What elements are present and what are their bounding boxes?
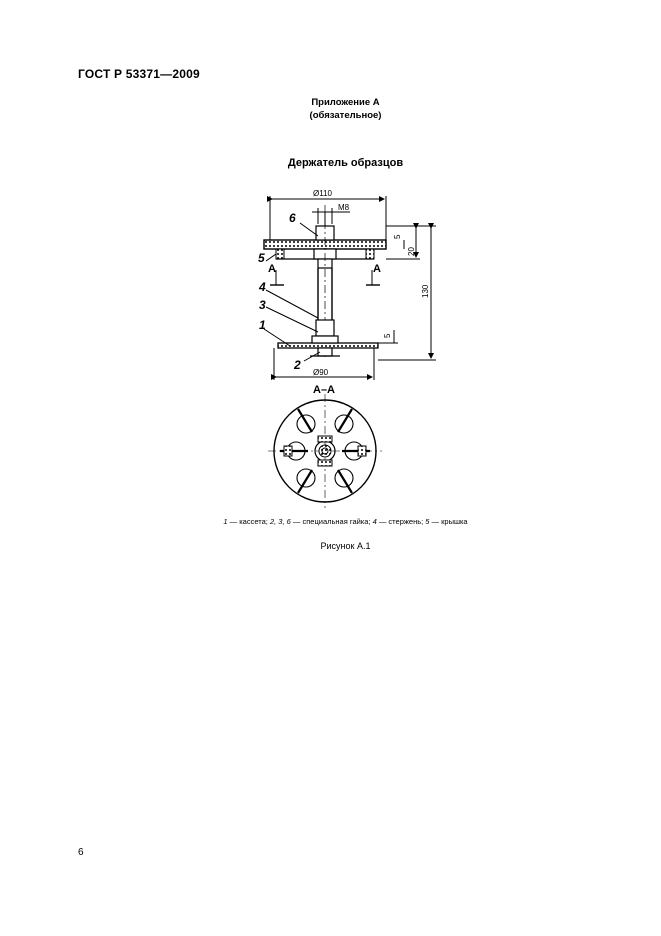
dim-bottom-diameter: Ø90 [313, 368, 329, 377]
section-label: А–А [313, 384, 336, 396]
part-label-6: 6 [289, 211, 296, 225]
legend-num-4: 4 [372, 517, 377, 526]
legend-text-4: — стержень; [376, 517, 426, 526]
dim-cap-height: 20 [407, 247, 416, 256]
dim-height: 130 [421, 284, 430, 298]
part-label-2: 2 [294, 358, 301, 372]
standard-number: ГОСТ Р 53371—2009 [78, 67, 200, 81]
part-label-4: 4 [259, 280, 266, 294]
legend-text-1: — кассета; [227, 517, 270, 526]
part-label-1: 1 [259, 318, 266, 332]
section-view [268, 394, 382, 508]
legend-num-236: 2, 3, 6 [269, 517, 291, 526]
section-mark-right: А [373, 263, 381, 275]
section-mark-left: А [268, 263, 276, 275]
part-label-5: 5 [258, 251, 265, 265]
figure-caption: Рисунок А.1 [320, 541, 371, 551]
page-number: 6 [78, 847, 84, 858]
appendix-title: Приложение А [311, 97, 380, 108]
dim-cap-thickness: 5 [393, 234, 402, 239]
legend-num-1: 1 [223, 517, 228, 526]
legend-text-5: — крышка [429, 517, 468, 526]
appendix-status: (обязательное) [309, 110, 382, 121]
legend-text-236: — специальная гайка; [290, 517, 373, 526]
figure-legend [0, 517, 661, 526]
part-label-3: 3 [259, 298, 266, 312]
dim-top-diameter: Ø110 [313, 189, 332, 198]
dim-thread: M8 [338, 203, 350, 212]
dim-base-thickness: 5 [383, 333, 392, 338]
legend-num-5: 5 [425, 517, 430, 526]
figure-title: Держатель образцов [287, 157, 404, 169]
